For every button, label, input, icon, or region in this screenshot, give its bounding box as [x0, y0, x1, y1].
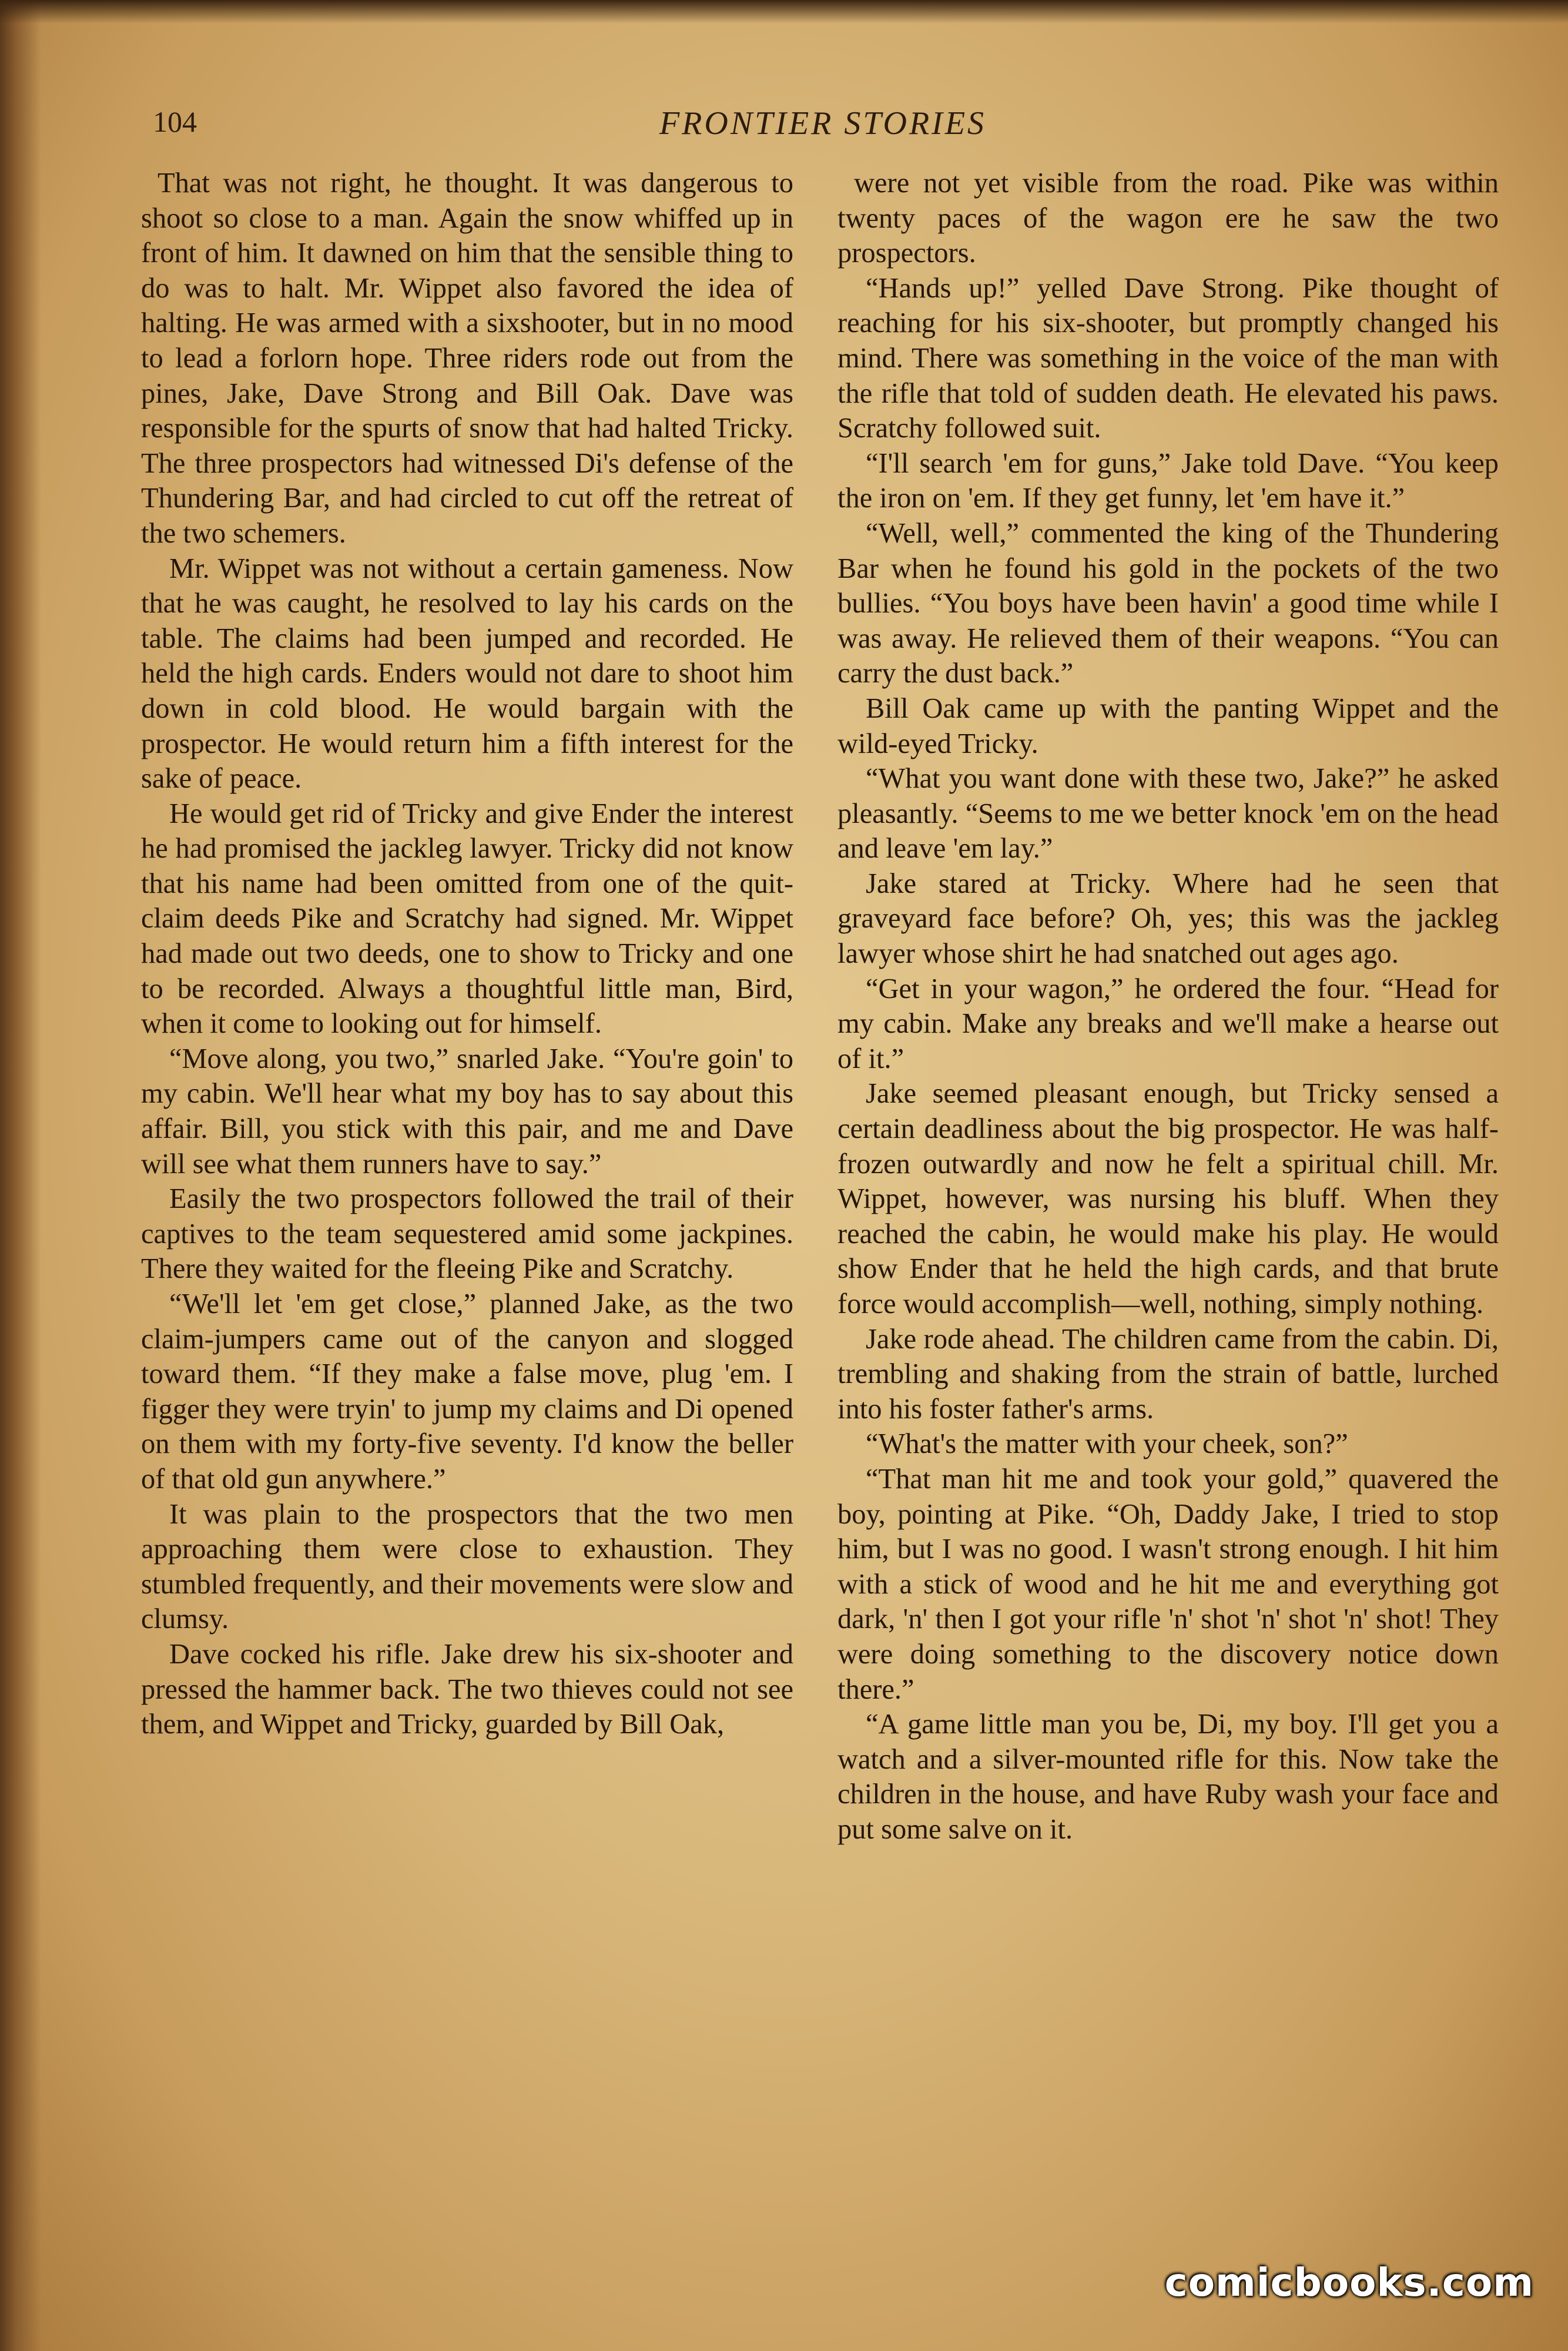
- running-title: FRONTIER STORIES: [659, 105, 987, 142]
- paragraph: “I'll search 'em for guns,” Jake told Dave. “You keep the iron on 'em. If they get funny, let 'em have it.”: [837, 447, 1499, 514]
- paragraph: “Get in your wagon,” he ordered the four. “Head for my cabin. Make any breaks and we'll make a hearse out of it.”: [837, 973, 1499, 1074]
- page-number: 104: [153, 105, 197, 138]
- paragraph: “Move along, you two,” snarled Jake. “You're goin' to my cabin. We'll hear what my boy has to say about this affair. Bill, you stick with this pair, and me and Dave will see what them runners have to say.”: [141, 1043, 793, 1180]
- watermark: comicbooks.com: [1164, 2260, 1534, 2305]
- text-column-left: [141, 166, 793, 2305]
- paragraph: “What you want done with these two, Jake?” he asked pleasantly. “Seems to me we better knock 'em on the head and leave 'em lay.”: [837, 763, 1499, 865]
- paragraph: were not yet visible from the road. Pike was within twenty paces of the wagon ere he saw the two prospectors.: [837, 168, 1499, 269]
- paragraph: “Well, well,” commented the king of the Thundering Bar when he found his gold in the pockets of the two bullies. “You boys have been havin' a good time while I was away. He relieved them of their weapons. “You can carry the dust back.”: [837, 517, 1499, 689]
- paragraph: Dave cocked his rifle. Jake drew his six-shooter and pressed the hammer back. The two thieves could not see them, and Wippet and Tricky, guarded by Bill Oak,: [141, 1638, 793, 1740]
- page-header: [153, 105, 1493, 152]
- paragraph: Easily the two prospectors followed the trail of their captives to the team sequestered amid some jackpines. There they waited for the fleeing Pike and Scratchy.: [141, 1183, 793, 1285]
- paragraph: Mr. Wippet was not without a certain gameness. Now that he was caught, he resolved to lay his cards on the table. The claims had been jumped and recorded. He held the high cards. Enders would not dare to shoot him down in cold blood. He would bargain with the prospector. He would return him a fifth interest for the sake of peace.: [141, 552, 793, 795]
- paragraph: Jake rode ahead. The children came from the cabin. Di, trembling and shaking from the strain of battle, lurched into his foster father's arms.: [837, 1323, 1499, 1425]
- paragraph: It was plain to the prospectors that the two men approaching them were close to exhaustion. They stumbled frequently, and their movements were slow and clumsy.: [141, 1498, 793, 1635]
- paragraph: “That man hit me and took your gold,” quavered the boy, pointing at Pike. “Oh, Daddy Jake, I tried to stop him, but I was no good. I wasn't strong enough. I hit him with a stick of wood and he hit me and everything got dark, 'n' then I got your rifle 'n' shot 'n' shot 'n' shot! They were doing something to the discovery notice down there.”: [837, 1463, 1499, 1705]
- paragraph: Bill Oak came up with the panting Wippet and the wild-eyed Tricky.: [837, 692, 1499, 759]
- page-binding-shadow: [0, 0, 41, 2351]
- paragraph: That was not right, he thought. It was dangerous to shoot so close to a man. Again the snow whiffed up in front of him. It dawned on him that the sensible thing to do was to halt. Mr. Wippet also favored the idea of halting. He was armed with a sixshooter, but in no mood to lead a forlorn hope. Three riders rode out from the pines, Jake, Dave Strong and Bill Oak. Dave was responsible for the spurts of snow that had halted Tricky. The three prospectors had witnessed Di's defense of the Thundering Bar, and had circled to cut off the retreat of the two schemers.: [141, 168, 793, 549]
- paragraph: “Hands up!” yelled Dave Strong. Pike thought of reaching for his six-shooter, but promptly changed his mind. There was something in the voice of the man with the rifle that told of sudden death. He elevated his paws. Scratchy followed suit.: [837, 272, 1499, 444]
- paragraph: Jake seemed pleasant enough, but Tricky sensed a certain deadliness about the big prospector. He was half-frozen outwardly and now he felt a spiritual chill. Mr. Wippet, however, was nursing his bluff. When they reached the cabin, he would make his play. He would show Ender that he held the high cards, and that brute force would accomplish—well, nothing, simply nothing.: [837, 1078, 1499, 1319]
- paragraph: He would get rid of Tricky and give Ender the interest he had promised the jackleg lawyer. Tricky did not know that his name had been omitted from one of the quit-claim deeds Pike and Scratchy had signed. Mr. Wippet had made out two deeds, one to show to Tricky and one to be recorded. Always a thoughtful little man, Bird, when it come to looking out for himself.: [141, 798, 793, 1040]
- page-top-shadow: [0, 0, 1568, 24]
- text-column-right: [837, 166, 1499, 2305]
- paragraph: “A game little man you be, Di, my boy. I'll get you a watch and a silver-mounted rifle for this. Now take the children in the house, and have Ruby wash your face and put some salve on it.: [837, 1709, 1499, 1845]
- paragraph: Jake stared at Tricky. Where had he seen that graveyard face before? Oh, yes; this was the jackleg lawyer whose shirt he had snatched out ages ago.: [837, 868, 1499, 970]
- paragraph: “What's the matter with your cheek, son?”: [866, 1428, 1348, 1460]
- paragraph: “We'll let 'em get close,” planned Jake, as the two claim-jumpers came out of the canyon and slogged toward them. “If they make a false move, plug 'em. I figger they were tryin' to jump my claims and Di opened on them with my forty-five seventy. I'd know the beller of that old gun anywhere.”: [141, 1288, 793, 1495]
